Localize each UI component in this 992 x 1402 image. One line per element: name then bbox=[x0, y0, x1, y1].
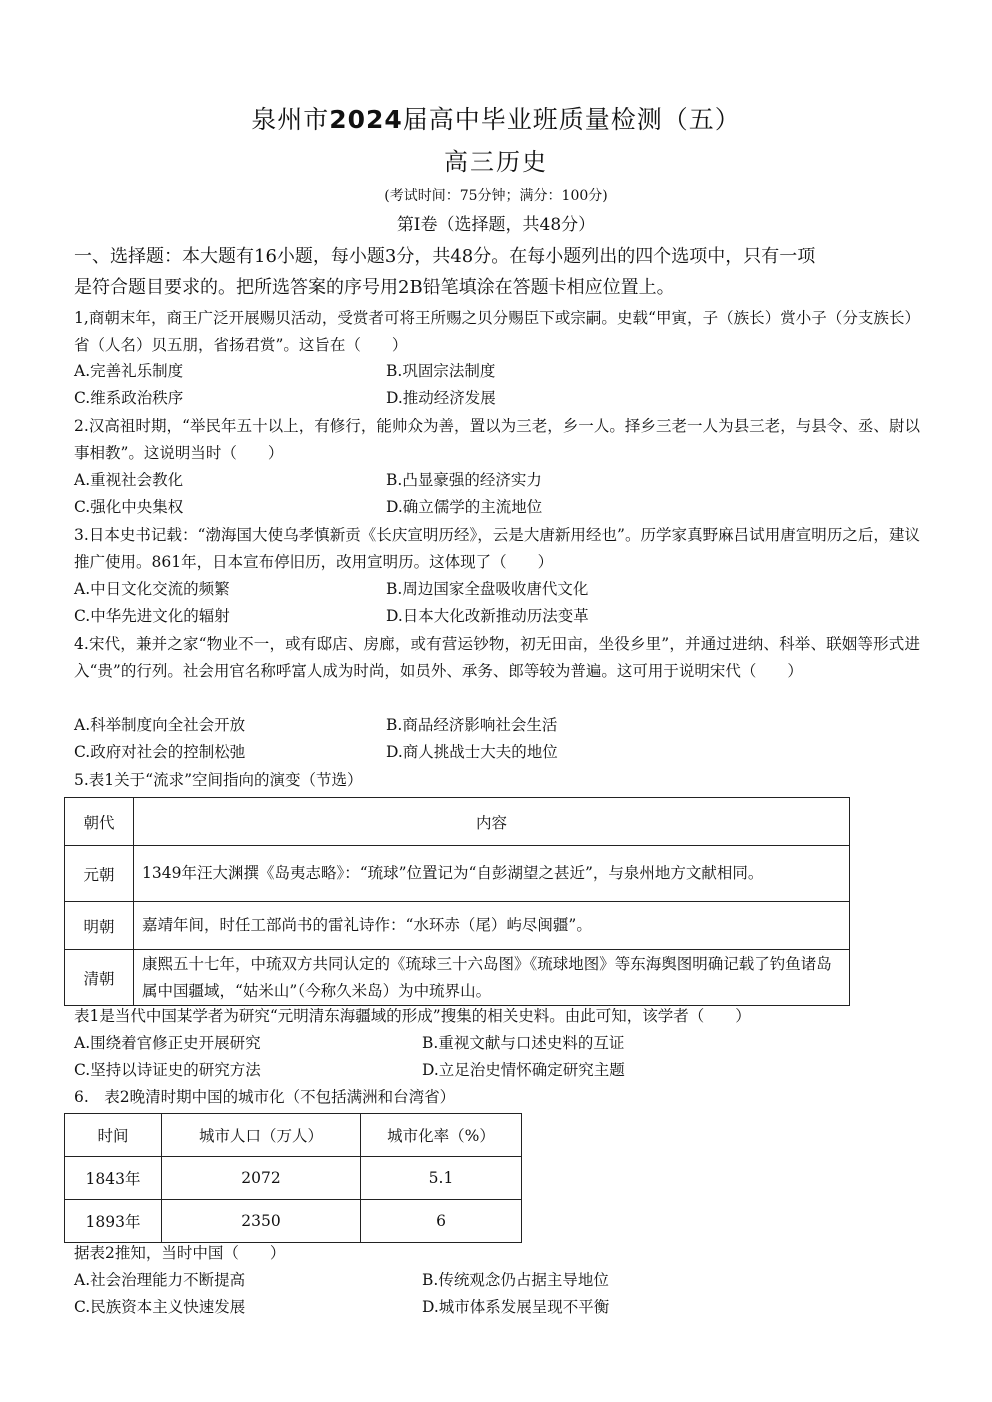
table-1-header-row bbox=[65, 798, 850, 846]
question-6-option-c: C.民族资本主义快速发展 bbox=[74, 1298, 246, 1316]
table-2-cell-time: 1893年 bbox=[65, 1200, 162, 1243]
table-2-header-rate: 城市化率（%） bbox=[361, 1114, 522, 1157]
question-6-option-a: A.社会治理能力不断提高 bbox=[74, 1271, 246, 1289]
question-3-option-c: C.中华先进文化的辐射 bbox=[74, 607, 230, 625]
question-6-option-b: B.传统观念仍占据主导地位 bbox=[422, 1271, 609, 1289]
question-5-option-a: A.围绕着官修正史开展研究 bbox=[74, 1034, 261, 1052]
question-2-option-c: C.强化中央集权 bbox=[74, 498, 184, 516]
table-1-cell-dynasty: 元朝 bbox=[65, 846, 134, 902]
question-6-option-d: D.城市体系发展呈现不平衡 bbox=[422, 1298, 610, 1316]
table-1-header-content: 内容 bbox=[134, 798, 850, 846]
question-5-option-c: C.坚持以诗证史的研究方法 bbox=[74, 1061, 261, 1079]
question-4-option-d: D.商人挑战士大夫的地位 bbox=[386, 743, 558, 761]
table-row bbox=[65, 902, 850, 950]
question-2-stem: 2.汉高祖时期，“举民年五十以上，有修行，能帅众为善，置以为三老，乡一人。择乡三老一人为县三老，与县令、丞、尉以事相教”。这说明当时（ ） bbox=[74, 417, 920, 462]
title-year: 2024 bbox=[329, 105, 403, 134]
table-2-header-time: 时间 bbox=[65, 1114, 162, 1157]
question-3-option-a: A.中日文化交流的频繁 bbox=[74, 580, 230, 598]
title-city: 泉州市 bbox=[251, 105, 330, 134]
table-2-cell-time: 1843年 bbox=[65, 1157, 162, 1200]
table-2-header-row bbox=[65, 1114, 522, 1157]
table-1-cell-dynasty: 清朝 bbox=[65, 950, 134, 1006]
question-1-option-b: B.巩固宗法制度 bbox=[386, 362, 496, 380]
question-4-stem: 4.宋代，兼并之家“物业不一，或有邸店、房廊，或有营运钞物，初无田亩，坐役乡里”，并通过进纳、科举、联姻等形式进入“贵”的行列。社会用官名称呼富人成为时尚，如员外、承务、郎等较为普遍。这可用于说明宋代（ ） bbox=[74, 635, 920, 680]
title-rest: 届高中毕业班质量检测（五） bbox=[402, 105, 741, 134]
question-3-stem: 3.日本史书记载：“渤海国大使乌孝慎新贡《长庆宣明历经》，云是大唐新用经也”。历学家真野麻吕试用唐宣明历之后，建议推广使用。861年，日本宣布停旧历，改用宣明历。这体现了（ ） bbox=[74, 526, 920, 571]
question-2-option-b: B.凸显豪强的经济实力 bbox=[386, 471, 542, 489]
volume-heading: 第I卷（选择题，共48分） bbox=[396, 215, 596, 235]
question-4-option-b: B.商品经济影响社会生活 bbox=[386, 716, 558, 734]
table-1-cell-content: 嘉靖年间，时任工部尚书的雷礼诗作：“水环赤（尾）屿尽闽疆”。 bbox=[134, 902, 850, 950]
instructions-line-1: 一、选择题：本大题有16小题，每小题3分，共48分。在每小题列出的四个选项中，只有一项 bbox=[74, 246, 816, 267]
table-row bbox=[65, 1200, 522, 1243]
question-6-stem: 6. 表2晚清时期中国的城市化（不包括满洲和台湾省） bbox=[74, 1088, 456, 1106]
table-1-cell-dynasty: 明朝 bbox=[65, 902, 134, 950]
table-2-header-population: 城市人口（万人） bbox=[162, 1114, 361, 1157]
exam-subject: 高三历史 bbox=[444, 148, 548, 176]
table-1-cell-content: 康熙五十七年，中琉双方共同认定的《琉球三十六岛图》《琉球地图》等东海舆图明确记载了钓鱼诸岛属中国疆域，“姑米山”（今称久米岛）为中琉界山。 bbox=[134, 950, 850, 1006]
question-1-option-c: C.维系政治秩序 bbox=[74, 389, 184, 407]
table-row bbox=[65, 950, 850, 1006]
table-1-header-dynasty: 朝代 bbox=[65, 798, 134, 846]
instructions-line-2: 是符合题目要求的。把所选答案的序号用2B铅笔填涂在答题卡相应位置上。 bbox=[74, 277, 675, 298]
table-2-cell-population: 2072 bbox=[162, 1157, 361, 1200]
table-2-cell-rate: 5.1 bbox=[361, 1157, 522, 1200]
question-5-post: 表1是当代中国某学者为研究“元明清东海疆域的形成”搜集的相关史料。由此可知，该学者（ ） bbox=[74, 1007, 751, 1025]
exam-info: (考试时间：75分钟；满分：100分) bbox=[384, 188, 608, 204]
question-1-option-d: D.推动经济发展 bbox=[386, 389, 496, 407]
question-3-option-b: B.周边国家全盘吸收唐代文化 bbox=[386, 580, 589, 598]
question-2-option-d: D.确立儒学的主流地位 bbox=[386, 498, 543, 516]
question-5-stem: 5.表1关于“流求”空间指向的演变（节选） bbox=[74, 771, 363, 789]
table-1-cell-content: 1349年汪大渊撰《岛夷志略》：“琉球”位置记为“自彭湖望之甚近”，与泉州地方文献相同。 bbox=[134, 846, 850, 902]
table-1 bbox=[64, 797, 850, 1006]
question-6-post: 据表2推知，当时中国（ ） bbox=[74, 1244, 286, 1262]
table-row bbox=[65, 1157, 522, 1200]
table-row bbox=[65, 846, 850, 902]
question-2-option-a: A.重视社会教化 bbox=[74, 471, 184, 489]
table-2-cell-population: 2350 bbox=[162, 1200, 361, 1243]
question-1-option-a: A.完善礼乐制度 bbox=[74, 362, 184, 380]
question-5-option-b: B.重视文献与口述史料的互证 bbox=[422, 1034, 625, 1052]
question-1-stem: 1,商朝末年，商王广泛开展赐贝活动，受赏者可将王所赐之贝分赐臣下或宗嗣。史载“甲寅，子（族长）赏小子（分支族长）省（人名）贝五朋，省扬君赏”。这旨在（ ） bbox=[74, 309, 920, 354]
question-4-option-c: C.政府对社会的控制松弛 bbox=[74, 743, 246, 761]
question-3-option-d: D.日本大化改新推动历法变革 bbox=[386, 607, 589, 625]
table-2 bbox=[64, 1113, 522, 1243]
table-2-cell-rate: 6 bbox=[361, 1200, 522, 1243]
question-4-option-a: A.科举制度向全社会开放 bbox=[74, 716, 246, 734]
question-5-option-d: D.立足治史情怀确定研究主题 bbox=[422, 1061, 625, 1079]
exam-title bbox=[0, 104, 992, 136]
